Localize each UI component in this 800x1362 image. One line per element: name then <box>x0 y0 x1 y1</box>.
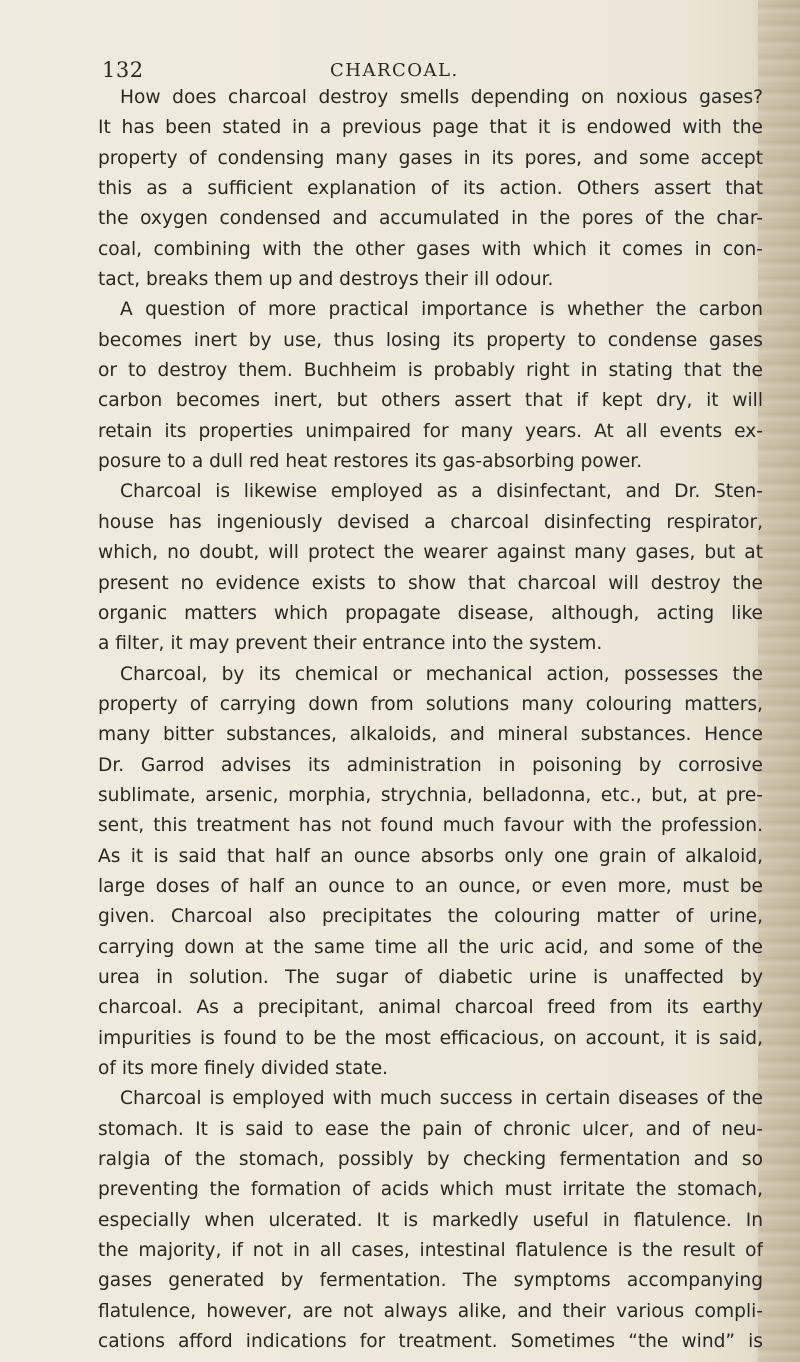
text-line: sent, this treatment has not found much favour with the profession. <box>98 815 763 837</box>
page-edge-shadow <box>758 0 800 1362</box>
text-line: A question of more practical importance is whether the carbon <box>120 299 763 321</box>
text-line: carrying down at the same time all the uric acid, and some of the <box>98 936 763 958</box>
text-line: sublimate, arsenic, morphia, strychnia, belladonna, etc., but, at pre- <box>98 784 763 806</box>
page-number: 132 <box>102 58 144 82</box>
text-line: ralgia of the stomach, possibly by checking fermentation and so <box>98 1149 763 1171</box>
text-line: the oxygen condensed and accumulated in the pores of the char- <box>98 208 763 230</box>
text-line: which, no doubt, will protect the wearer against many gases, but at <box>98 542 763 564</box>
text-line: posure to a dull red heat restores its gas-absorbing power. <box>98 451 643 473</box>
text-line: coal, combining with the other gases with which it comes in con- <box>98 238 763 260</box>
running-head: CHARCOAL. <box>330 60 459 81</box>
text-line: cations afford indications for treatment. Sometimes “the wind” is <box>98 1331 763 1353</box>
text-line: house has ingeniously devised a charcoal disinfecting respirator, <box>98 511 763 533</box>
text-line: this as a sufficient explanation of its action. Others assert that <box>98 178 763 200</box>
text-line: flatulence, however, are not always alike, and their various compli- <box>98 1300 763 1322</box>
text-line: gases generated by fermentation. The symptoms accompanying <box>98 1270 763 1292</box>
text-line: retain its properties unimpaired for many years. At all events ex- <box>98 420 763 442</box>
text-line: a filter, it may prevent their entrance into the system. <box>98 633 603 655</box>
text-line: or to destroy them. Buchheim is probably right in stating that the <box>98 360 763 382</box>
text-line: Charcoal, by its chemical or mechanical action, possesses the <box>120 663 763 685</box>
text-line: urea in solution. The sugar of diabetic urine is unaffected by <box>98 966 763 988</box>
text-line: impurities is found to be the most efficacious, on account, it is said, <box>98 1027 763 1049</box>
text-line: given. Charcoal also precipitates the colouring matter of urine, <box>98 906 763 928</box>
text-line: It has been stated in a previous page that it is endowed with the <box>98 117 763 139</box>
text-line: especially when ulcerated. It is markedly useful in flatulence. In <box>98 1209 763 1231</box>
text-line: property of condensing many gases in its pores, and some accept <box>98 147 763 169</box>
text-line: How does charcoal destroy smells depending on noxious gases? <box>120 87 763 108</box>
text-line: As it is said that half an ounce absorbs only one grain of alkaloid, <box>98 845 763 867</box>
body-text <box>98 83 763 1357</box>
text-line: preventing the formation of acids which must irritate the stomach, <box>98 1179 763 1201</box>
text-line: Charcoal is likewise employed as a disinfectant, and Dr. Sten- <box>120 481 763 503</box>
text-line: becomes inert by use, thus losing its property to condense gases <box>98 329 763 351</box>
text-line: the majority, if not in all cases, intestinal flatulence is the result of <box>98 1240 763 1262</box>
text-line: many bitter substances, alkaloids, and mineral substances. Hence <box>98 724 763 746</box>
text-line: stomach. It is said to ease the pain of chronic ulcer, and of neu- <box>98 1118 763 1140</box>
text-line: of its more finely divided state. <box>98 1058 389 1079</box>
text-line: Dr. Garrod advises its administration in poisoning by corrosive <box>98 754 763 776</box>
text-line: property of carrying down from solutions many colouring matters, <box>98 693 763 715</box>
text-line: organic matters which propagate disease, although, acting like <box>98 602 763 624</box>
text-line: tact, breaks them up and destroys their ill odour. <box>98 269 554 291</box>
text-line: large doses of half an ounce to an ounce, or even more, must be <box>98 875 763 897</box>
text-line: present no evidence exists to show that charcoal will destroy the <box>98 572 763 594</box>
text-line: charcoal. As a precipitant, animal charcoal freed from its earthy <box>98 997 763 1019</box>
text-line: carbon becomes inert, but others assert that if kept dry, it will <box>98 390 763 412</box>
text-line: Charcoal is employed with much success in certain diseases of the <box>120 1088 763 1110</box>
